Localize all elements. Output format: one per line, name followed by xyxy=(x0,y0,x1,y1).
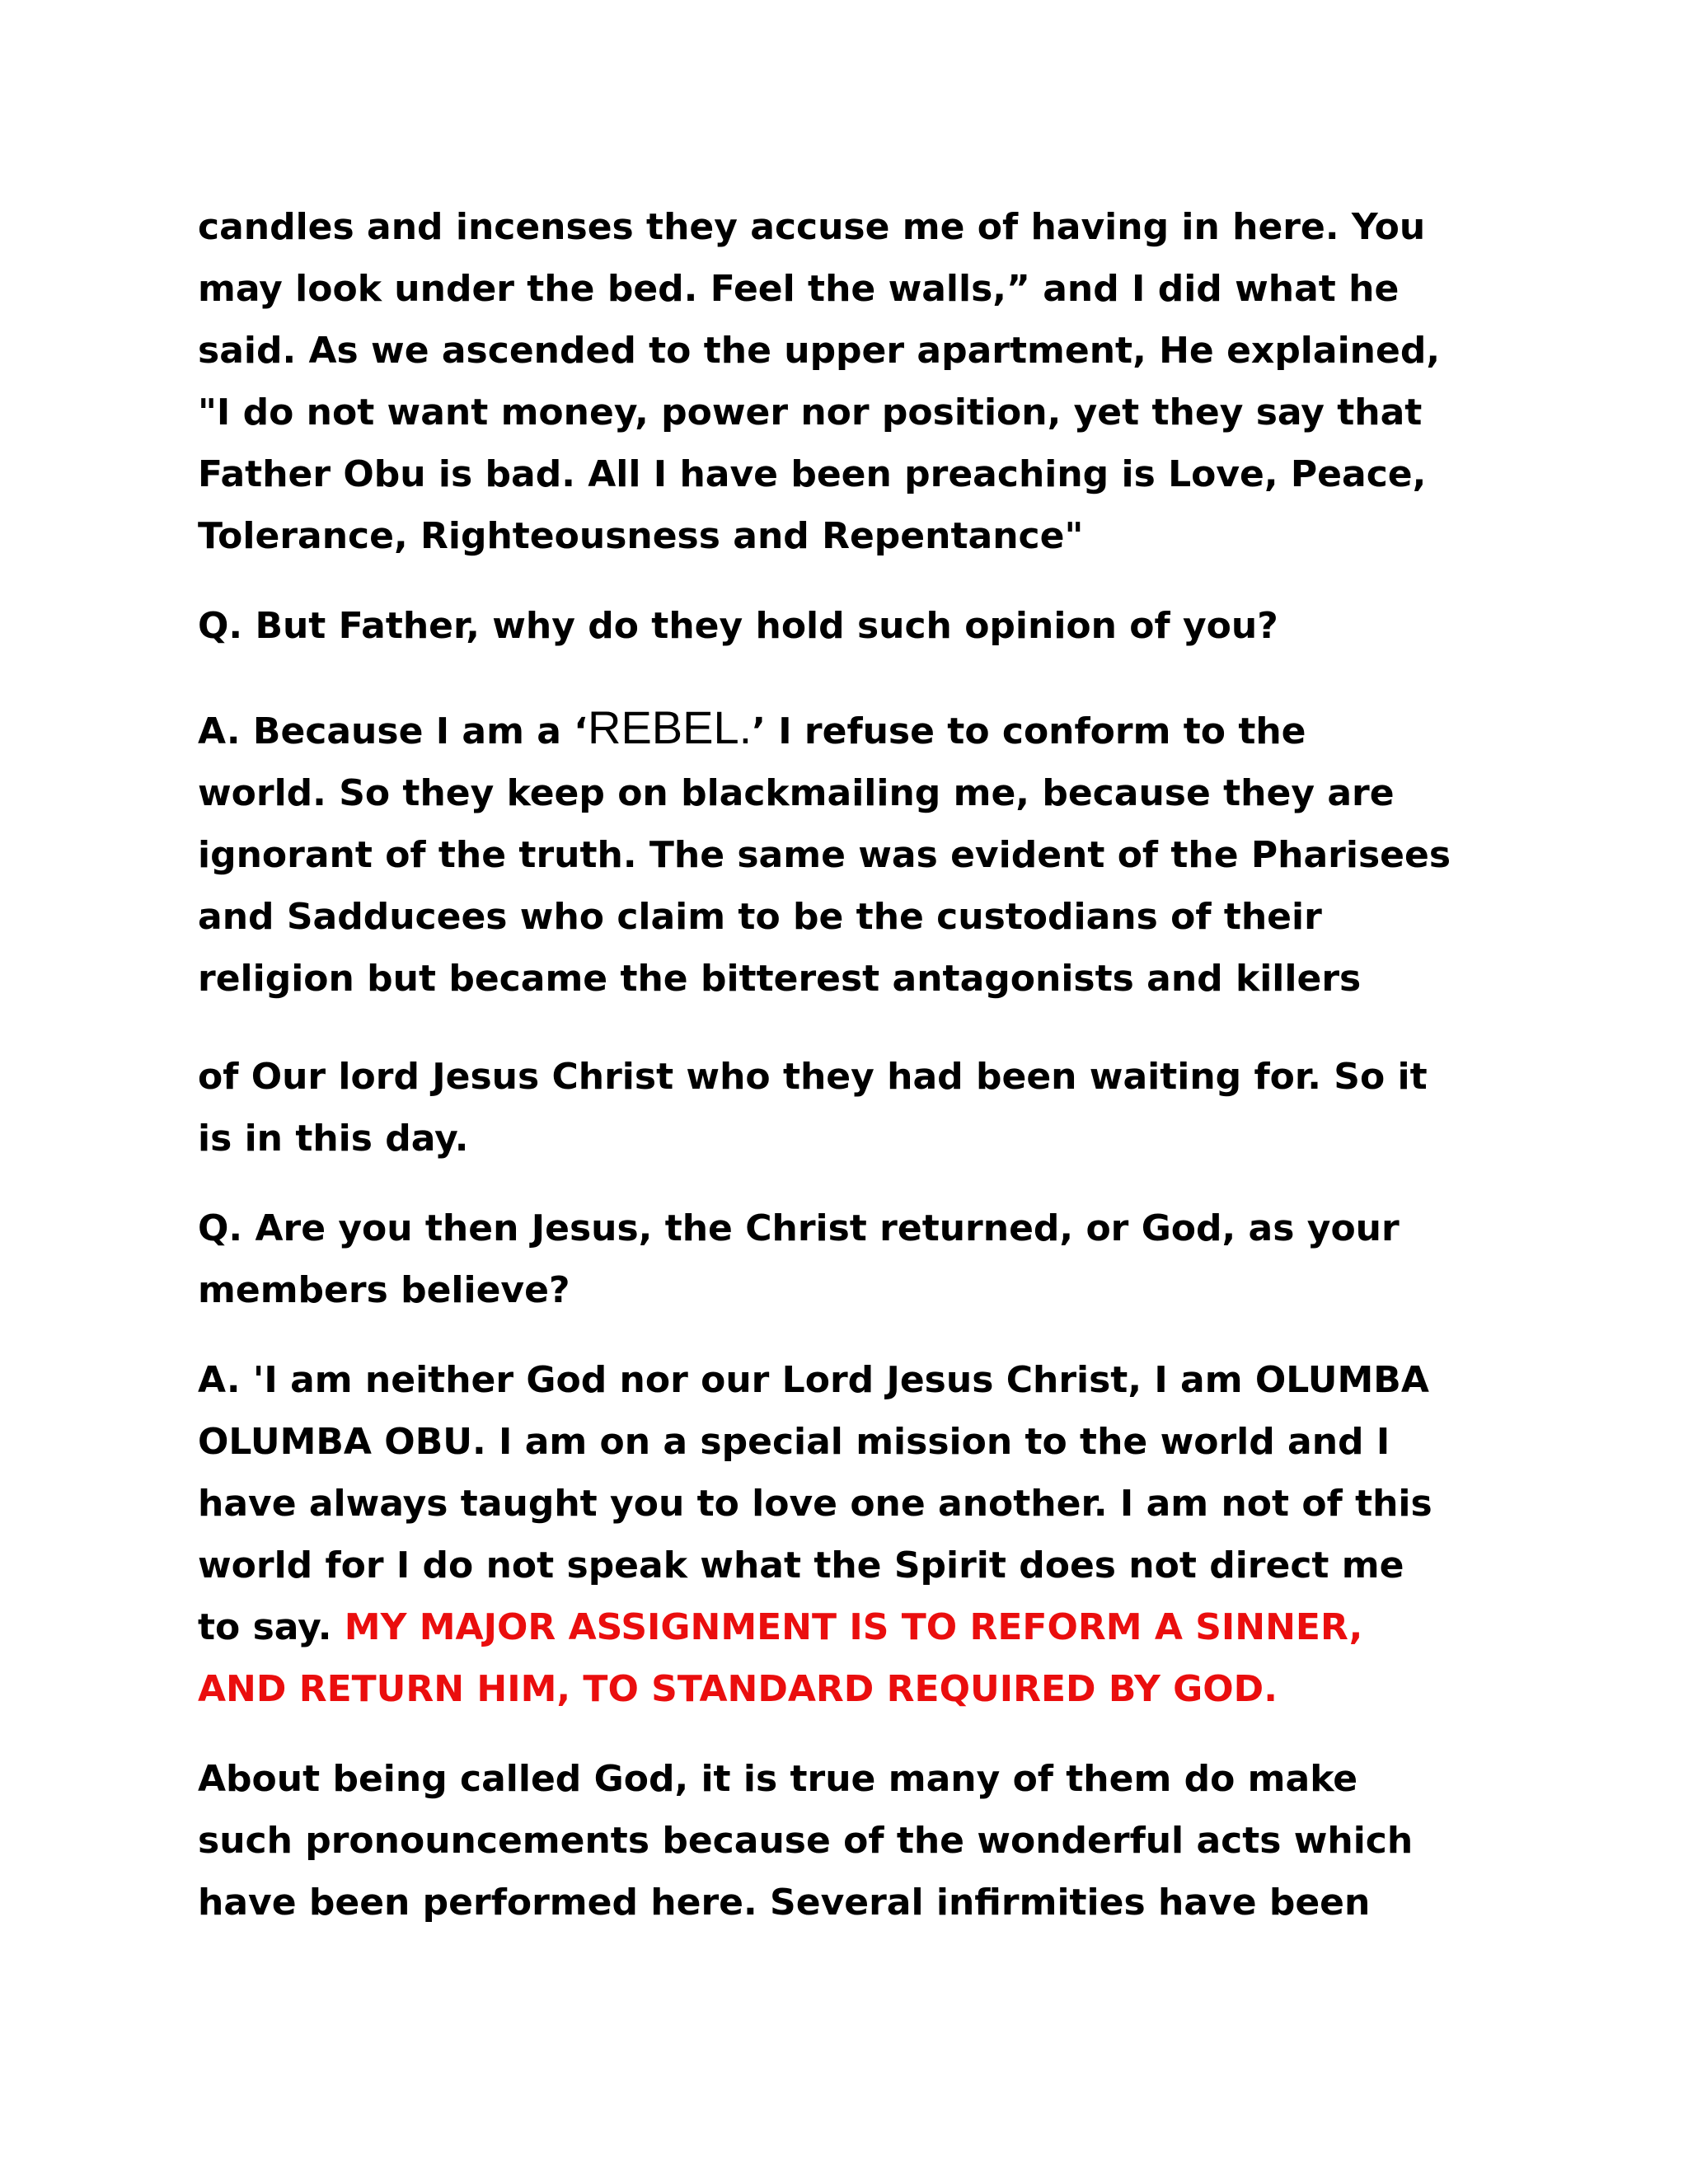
paragraph-candles xyxy=(198,196,1517,567)
answer-olumba xyxy=(198,1349,1517,1720)
answer-suffix: ’ I refuse to conform to the xyxy=(752,710,1306,752)
question-line: Q. But Father, why do they hold such opinion of you? xyxy=(198,605,1278,647)
text-line: A. 'I am neither God nor our Lord Jesus Christ, I am OLUMBA xyxy=(198,1359,1429,1401)
paragraph-our-lord xyxy=(198,1046,1517,1169)
text-line: About being called God, it is true many of them do make xyxy=(198,1758,1358,1800)
question-opinion xyxy=(198,595,1517,657)
text-line: world for I do not speak what the Spirit does not direct me xyxy=(198,1544,1404,1586)
answer-prefix: A. Because I am a ‘ xyxy=(198,710,588,752)
text-line: world. So they keep on blackmailing me, because they are xyxy=(198,772,1395,814)
text-line: said. As we ascended to the upper apartment, He explained, xyxy=(198,330,1441,372)
standard-required-emphasis: AND RETURN HIM, TO STANDARD REQUIRED BY GOD. xyxy=(198,1668,1278,1710)
rebel-word: REBEL. xyxy=(588,701,753,753)
answer-first-line xyxy=(198,696,1517,762)
text-line: have always taught you to love one another. I am not of this xyxy=(198,1483,1432,1525)
paragraph-called-god xyxy=(198,1748,1517,1933)
major-assignment-emphasis: MY MAJOR ASSIGNMENT IS TO REFORM A SINNER, xyxy=(344,1606,1363,1648)
question-line: Q. Are you then Jesus, the Christ returned, or God, as your xyxy=(198,1207,1400,1249)
text-line: OLUMBA OBU. I am on a special mission to the world and I xyxy=(198,1421,1390,1463)
text-line: of Our lord Jesus Christ who they had been waiting for. So it xyxy=(198,1056,1428,1098)
text-line: Tolerance, Righteousness and Repentance" xyxy=(198,515,1084,557)
text-line: Father Obu is bad. All I have been preaching is Love, Peace, xyxy=(198,453,1427,495)
text-line: ignorant of the truth. The same was evident of the Pharisees xyxy=(198,834,1451,876)
text-line: have been performed here. Several infirmities have been xyxy=(198,1882,1371,1924)
text-line: and Sadducees who claim to be the custodians of their xyxy=(198,896,1322,938)
text-line: may look under the bed. Feel the walls,” and I did what he xyxy=(198,268,1400,310)
question-jesus xyxy=(198,1197,1517,1321)
document-page xyxy=(198,196,1517,1933)
text-line: religion but became the bitterest antagonists and killers xyxy=(198,958,1362,1000)
text-line: "I do not want money, power nor position, yet they say that xyxy=(198,391,1423,434)
question-line: members believe? xyxy=(198,1269,570,1311)
text-line-mixed xyxy=(198,1596,1517,1658)
text-line: candles and incenses they accuse me of having in here. You xyxy=(198,206,1426,248)
answer-rebel xyxy=(198,696,1517,1010)
text-line: is in this day. xyxy=(198,1118,469,1160)
text-prefix: to say. xyxy=(198,1606,345,1648)
text-line: such pronouncements because of the wonderful acts which xyxy=(198,1820,1414,1862)
